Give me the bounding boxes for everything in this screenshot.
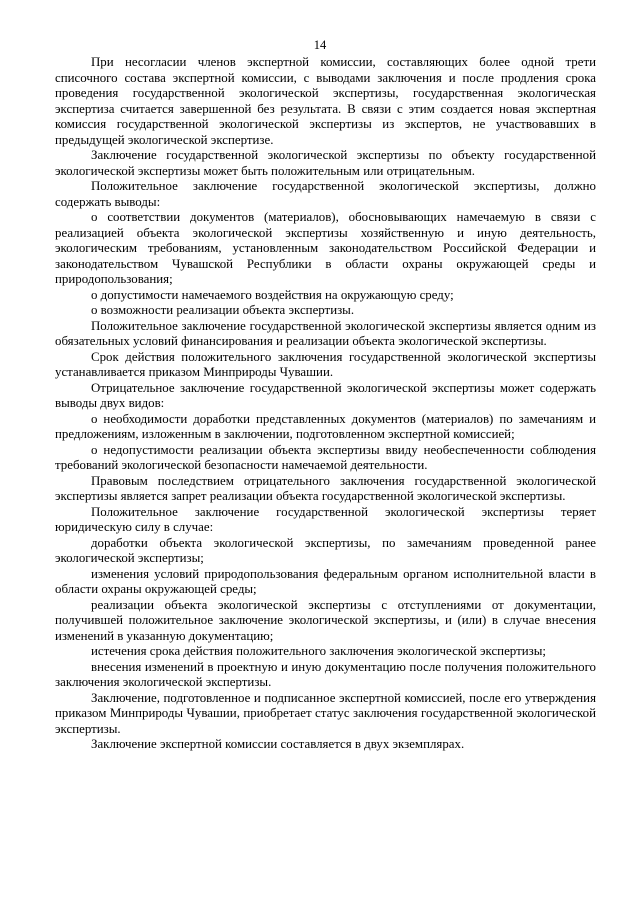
paragraph-conclusion-types: Заключение государственной экологической экспертизы по объекту государственной экологической экспертизы может быть положительным или отрицательным. [55,148,596,178]
paragraph-positive-conclusion-intro: Положительное заключение государственной экологической экспертизы, должно содержать выводы: [55,179,596,209]
paragraph-inadmissibility: о недопустимости реализации объекта экспертизы ввиду необеспеченности соблюдения требований экологической безопасности намечаемой деятельности. [55,442,596,472]
paragraph-loss-expiry: истечения срока действия положительного заключения экологической экспертизы; [91,644,546,658]
page-number: 14 [313,38,327,52]
paragraph-approval-status: Заключение, подготовленное и подписанное экспертной комиссией, после его утверждения приказом Минприроды Чувашии, приобретает статус заключения государственной экологической экспертизы. [55,690,596,736]
paragraph-loss-deviation: реализации объекта экологической экспертизы с отступлениями от документации, получившей положительное заключение экологической экспертизы, и (или) в случае внесения изменений в указанную документацию; [55,597,596,643]
paragraph-conclusion-feasibility: о возможности реализации объекта экспертизы. [91,303,355,317]
paragraph-legal-consequence: Правовым последствием отрицательного заключения государственной экологической экспертизы является запрет реализации объекта государственной экологической экспертизы. [55,473,596,503]
paragraph-loss-of-force-intro: Положительное заключение государственной экологической экспертизы теряет юридическую силу в случае: [55,504,596,534]
paragraph-positive-conclusion-financing: Положительное заключение государственной экологической экспертизы является одним из обязательных условий финансирования и реализации объекта экологической экспертизы. [55,318,596,348]
paragraph-conclusion-admissibility: о допустимости намечаемого воздействия на окружающую среду; [91,287,454,302]
paragraph-loss-design-changes: внесения изменений в проектную и иную документацию после получения положительного заключения экологической экспертизы. [55,659,596,689]
paragraph-validity-period: Срок действия положительного заключения государственной экологической экспертизы устанавливается приказом Минприроды Чувашии. [55,349,596,379]
paragraph-loss-conditions-change: изменения условий природопользования федеральным органом исполнительной власти в области охраны окружающей среды; [55,566,596,596]
paragraph-conclusion-compliance: о соответствии документов (материалов), обосновывающих намечаемую в связи с реализацией объекта экологической экспертизы хозяйственную и иную деятельность, экологическим требованиям, установленным законодательством Российской Федерации и законодательством Чувашской Республики в области охраны окружающей среды и природопользования; [55,210,596,286]
paragraph-need-for-revision: о необходимости доработки представленных документов (материалов) по замечаниям и предложениям, изложенным в заключении, подготовленном экспертной комиссией; [55,411,596,441]
paragraph-negative-conclusion-intro: Отрицательное заключение государственной экологической экспертизы может содержать выводы двух видов: [55,380,596,410]
paragraph-copies: Заключение экспертной комиссии составляется в двух экземплярах. [91,737,465,751]
paragraph-loss-revision: доработки объекта экологической экспертизы, по замечаниям проведенной ранее экологической экспертизы; [55,535,596,565]
paragraph-result-without-conclusion: При несогласии членов экспертной комиссии, составляющих более одной трети списочного состава экспертной комиссии, с выводами заключения и после продления срока проведения государственной экологической экспертизы, государственная экологическая экспертиза считается завершенной без результата. В связи с этим создается новая экспертная комиссия государственной экологической экспертизы из экспертов, не участвовавших в предыдущей экологической экспертизе. [55,55,596,147]
document-body [55,55,596,753]
